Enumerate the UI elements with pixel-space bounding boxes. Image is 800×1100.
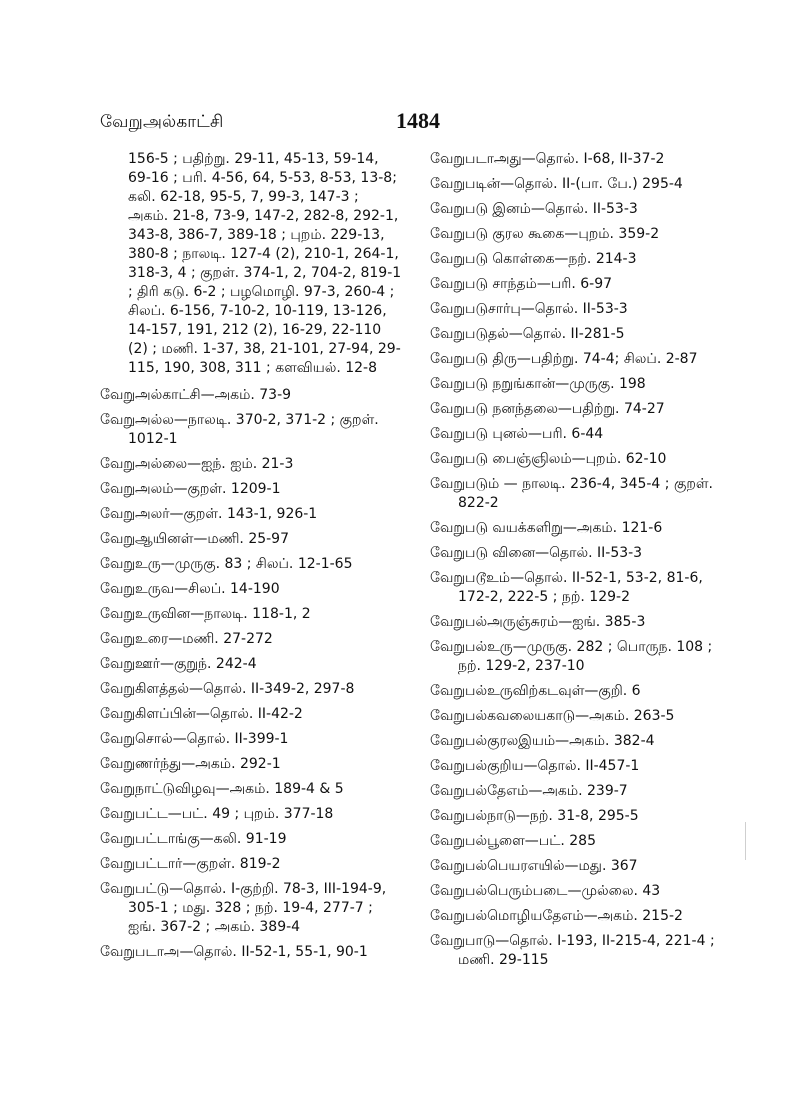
index-entry: வேறுஅலர்—குறள். 143-1, 926-1	[100, 506, 318, 522]
index-entry: வேறுபடுசார்பு—தொல். II-53-3	[430, 301, 628, 317]
index-entry: வேறுபட்டாங்கு—கலி. 91-19	[100, 831, 287, 847]
index-entry: வேறுபடு வயக்களிறு—அகம். 121-6	[430, 520, 663, 536]
index-entry: வேறுபடு இனம்—தொல். II-53-3	[430, 201, 638, 217]
index-entry: வேறுபடு குரல கூகை—புறம். 359-2	[430, 226, 660, 242]
index-entry: வேறுஉரு—முருகு. 83 ; சிலப். 12-1-65	[100, 556, 353, 572]
index-entry: வேறுபல்மொழியதேஎம்—அகம். 215-2	[430, 908, 683, 924]
scan-margin-mark	[745, 822, 746, 860]
index-entry: வேறுபடு நறுங்கான்—முருகு. 198	[430, 376, 646, 392]
index-entry: வேறுபடு கொள்கை—நற். 214-3	[430, 251, 637, 267]
index-entry: வேறுஅல்காட்சி—அகம். 73-9	[100, 387, 292, 403]
index-entry: வேறுபல்பூளை—பட். 285	[430, 833, 596, 849]
index-entry: வேறுபடாஅ—தொல். II-52-1, 55-1, 90-1	[100, 944, 368, 960]
index-entry: வேறுபடு சாந்தம்—பரி. 6-97	[430, 276, 613, 292]
index-entry: வேறுபடு நனந்தலை—பதிற்று. 74-27	[430, 401, 665, 417]
index-entry: வேறுபல்தேஎம்—அகம். 239-7	[430, 783, 628, 799]
index-entry: வேறுபட்டார்—குறள். 819-2	[100, 856, 281, 872]
index-entry: வேறுசொல்—தொல். II-399-1	[100, 731, 289, 747]
index-entry: வேறுபடாஅது—தொல். I-68, II-37-2	[430, 151, 665, 167]
index-entry: வேறுபடும் — நாலடி. 236-4, 345-4 ; குறள். 822-2	[430, 476, 713, 511]
index-entry: வேறுபட்டு—தொல். I-குற்றி. 78-3, III-194-9, 305-1 ; மது. 328 ; நற். 19-4, 277-7 ; ஐங். 367-2 ; அகம். 389-4	[100, 881, 387, 935]
index-entry: வேறுபட்ட—பட். 49 ; புறம். 377-18	[100, 806, 334, 822]
index-entry: வேறுஅலம்—குறள். 1209-1	[100, 481, 281, 497]
index-entry: வேறுபல்கவலையகாடு—அகம். 263-5	[430, 708, 675, 724]
index-entry: வேறுஅல்ல—நாலடி. 370-2, 371-2 ; குறள். 1012-1	[100, 412, 379, 447]
page-number: 1484	[396, 108, 440, 133]
index-entry: வேறுபடு புனல்—பரி. 6-44	[430, 426, 604, 442]
index-entry: வேறுபல்நாடு—நற். 31-8, 295-5	[430, 808, 639, 824]
index-entry: வேறுகிளப்பின்—தொல். II-42-2	[100, 706, 303, 722]
index-entry: வேறுஆயினள்—மணி. 25-97	[100, 531, 289, 547]
index-entry: வேறுபல்பெரும்படை—முல்லை. 43	[430, 883, 661, 899]
index-entry: வேறுபடூஉம்—தொல். II-52-1, 53-2, 81-6, 172-2, 222-5 ; நற். 129-2	[430, 570, 703, 605]
index-entry: வேறுபடு பைஞ்ஞிலம்—புறம். 62-10	[430, 451, 667, 467]
index-entry: வேறுபல்உருவிற்கடவுள்—குறி. 6	[430, 683, 641, 699]
index-entry-continuation: 156-5 ; பதிற்று. 29-11, 45-13, 59-14, 69-16 ; பரி. 4-56, 64, 5-53, 8-53, 13-8; கலி. 62-18, 95-5, 7, 99-3, 147-3 ; அகம். 21-8, 73-9, 147-2, 282-8, 292-1, 343-8, 386-7, 389-18 ; புறம். 229-13, 380-8 ; நாலடி. 127-4 (2), 210-1, 264-1, 318-3, 4 ; குறள். 374-1, 2, 704-2, 819-1 ; திரி கடு. 6-2 ; பழமொழி. 97-3, 260-4 ; சிலப். 6-156, 7-10-2, 10-119, 13-126, 14-157, 191, 212 (2), 16-29, 22-110 (2) ; மணி. 1-37, 38, 21-101, 27-94, 29-115, 190, 308, 311 ; களவியல். 12-8	[128, 151, 402, 376]
index-entry: வேறுபடின்—தொல். II-(பா. பே.) 295-4	[430, 176, 683, 192]
index-entry: வேறுஉருவின—நாலடி. 118-1, 2	[100, 606, 311, 622]
index-entry: வேறுபடுதல்—தொல். II-281-5	[430, 326, 625, 342]
right-column	[430, 150, 732, 976]
index-entry: வேறுபல்பெயரஎயில்—மது. 367	[430, 858, 638, 874]
index-entry: வேறுபல்குறிய—தொல். II-457-1	[430, 758, 640, 774]
index-entry: வேறுபல்உரு—முருகு. 282 ; பொருந. 108 ; நற். 129-2, 237-10	[430, 639, 713, 674]
index-entry: வேறுகிளத்தல்—தொல். II-349-2, 297-8	[100, 681, 355, 697]
index-entry: வேறுஉருவ—சிலப். 14-190	[100, 581, 280, 597]
index-entry: வேறுஅல்லை—ஐந். ஐம். 21-3	[100, 456, 294, 472]
index-entry: வேறுபல்அருஞ்சுரம்—ஐங். 385-3	[430, 614, 646, 630]
index-entry: வேறுணர்ந்து—அகம். 292-1	[100, 756, 281, 772]
index-entry: வேறுநாட்டுவிழவு—அகம். 189-4 & 5	[100, 781, 344, 797]
index-entry: வேறுஊர்—குறுந். 242-4	[100, 656, 257, 672]
page-header	[100, 108, 700, 142]
index-entry: வேறுஉரை—மணி. 27-272	[100, 631, 273, 647]
index-entry: வேறுபடு வினை—தொல். II-53-3	[430, 545, 643, 561]
index-entry: வேறுபடு திரு—பதிற்று. 74-4; சிலப். 2-87	[430, 351, 698, 367]
index-entry: வேறுபல்குரலஇயம்—அகம். 382-4	[430, 733, 655, 749]
running-head: வேறுஅல்காட்சி	[100, 112, 224, 132]
index-entry: வேறுபாடு—தொல். I-193, II-215-4, 221-4 ; மணி. 29-115	[430, 933, 715, 968]
left-column	[100, 150, 402, 968]
